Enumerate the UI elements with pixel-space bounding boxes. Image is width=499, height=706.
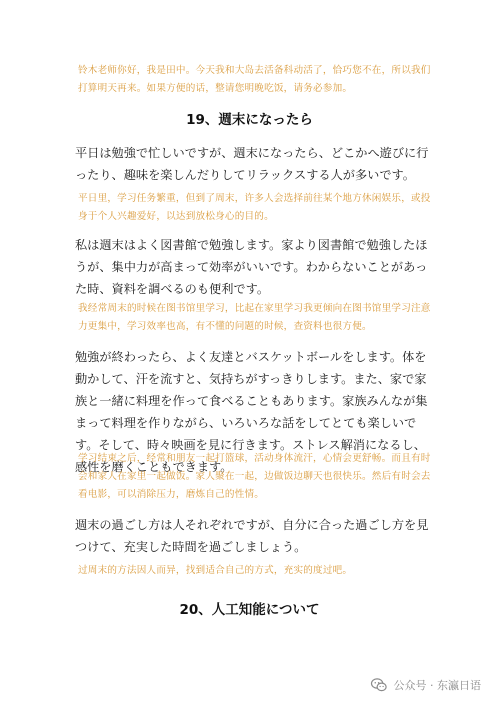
section-19-para-2-japanese: 私は週末はよく図書館で勉強します。家より図書館で勉強したほうが、集中力が高まって効率がいいです。わからないことがあった時、資料を調べるのも便利です。 bbox=[75, 238, 428, 296]
watermark-text: 公众号 · 东瀛日语 bbox=[393, 679, 481, 692]
wechat-icon bbox=[370, 676, 388, 694]
section-19-para-3-japanese: 勉強が終わったら、よく友達とバスケットボールをします。体を動かして、汗を流すと、気持ちがすっきりします。また、家で家族と一緒に料理を作って食べることもあります。家族みんなが集まって料理を作りながら、いろいろな話をしてとても楽しいです。そして、時々映画を見に行きます。ストレス解消になるし、感性を磨くこともできます。 bbox=[75, 350, 428, 474]
section-20-heading: 20、人工知能について bbox=[179, 602, 320, 618]
watermark bbox=[370, 676, 482, 694]
section-19-para-4-chinese: 过周末的方法因人而异，找到适合自己的方式，充实的度过吧。 bbox=[78, 565, 353, 576]
section-19-heading: 19、週末になったら bbox=[186, 112, 313, 128]
section-19-para-3-chinese: 学习结束之后，经常和朋友一起打篮球，活动身体流汗，心情会更舒畅。而且有时会和家人在家里一起做饭。家人聚在一起，边做饭边聊天也很快乐。然后有时会去看电影，可以消除压力，磨炼自己的性情。 bbox=[78, 453, 431, 500]
intro-chinese-text: 铃木老师你好，我是田中。今天我和大岛去活备科动活了，恰巧您不在，所以我们打算明天再来。如果方便的话，整请您明晚吃饭，请务必参加。 bbox=[78, 65, 431, 94]
section-19-para-1-japanese: 平日は勉強で忙しいですが、週末になったら、どこかへ遊びに行ったり、趣味を楽しんだりしてリラックスする人が多いです。 bbox=[75, 146, 429, 182]
section-19-para-2-chinese: 我经常周末的时候在图书馆里学习，比起在家里学习我更倾向在图书馆里学习注意力更集中，学习效率也高，有不懂的问题的时候，查资料也很方便。 bbox=[78, 303, 431, 332]
section-19-para-1-chinese: 平日里，学习任务繁重，但到了周末，许多人会选择前往某个地方休闲娱乐，或投身于个人兴趣爱好，以达到放松身心的目的。 bbox=[78, 193, 431, 222]
section-19-para-4-japanese: 週末の過ごし方は人それぞれですが、自分に合った過ごし方を見つけて、充実した時間を過ごしましょう。 bbox=[75, 518, 429, 554]
